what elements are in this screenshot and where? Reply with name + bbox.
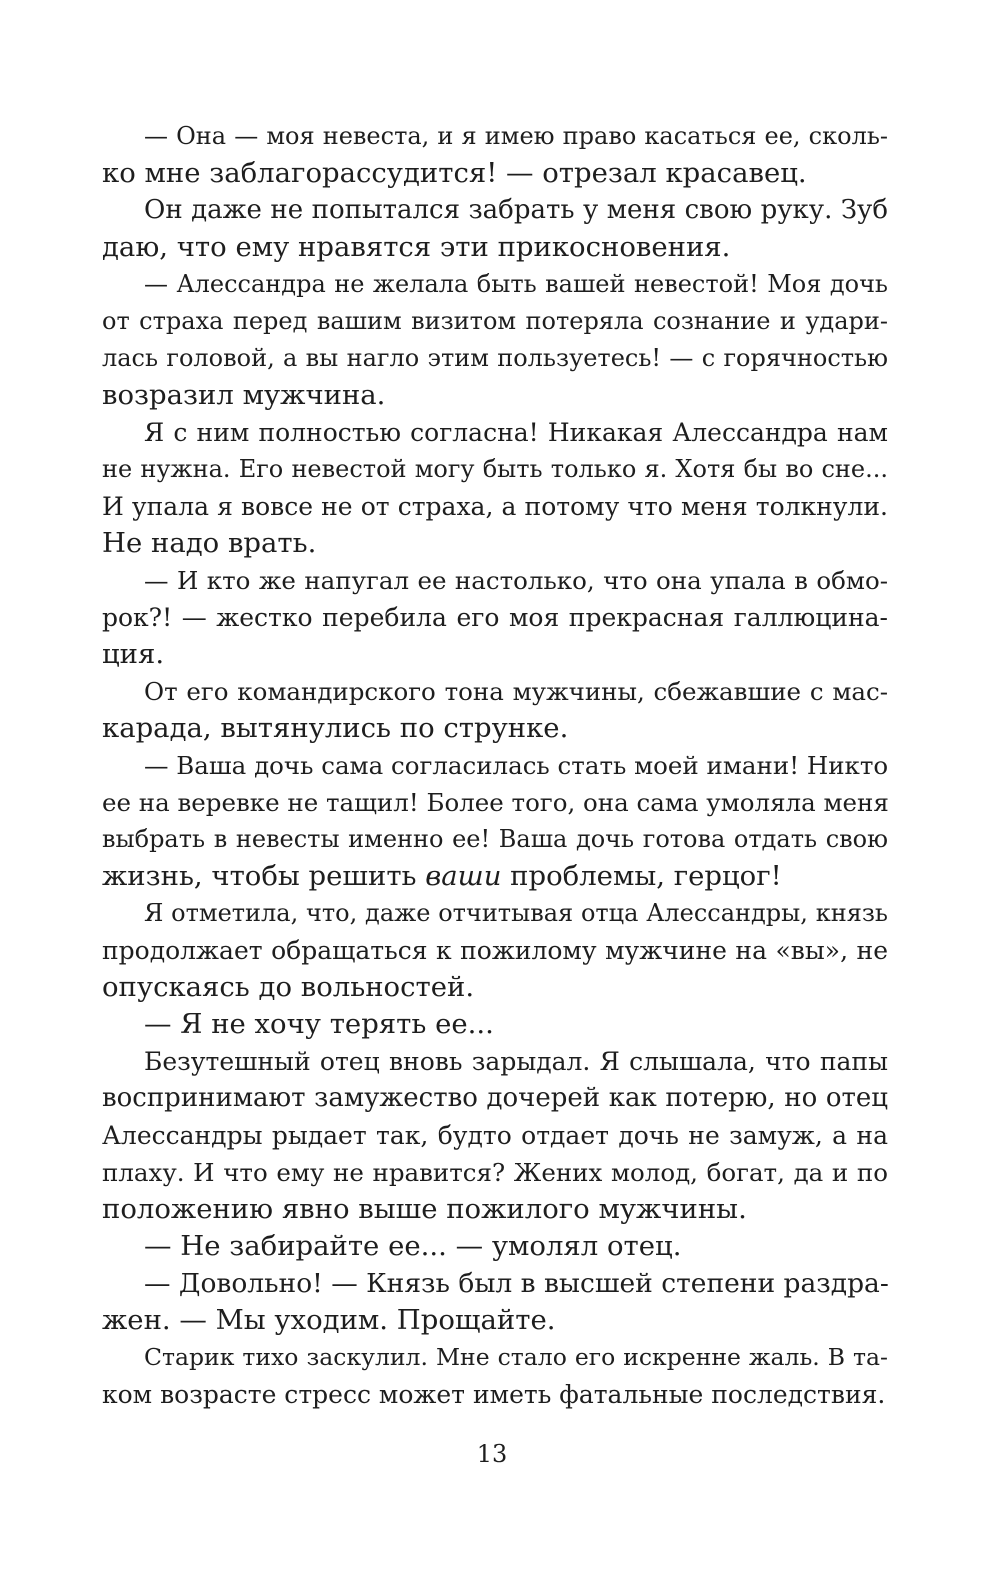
- text-line: Безутешный отец вновь зарыдал. Я слышала, что папы: [144, 1047, 888, 1076]
- text-line: — Ваша дочь сама согласилась стать моей имани! Никто: [144, 751, 889, 780]
- text-line: воспринимают замужество дочерей как потерю, но отец: [102, 1083, 888, 1113]
- text-line: Я отметила, что, даже отчитывая отца Алессандры, князь: [144, 899, 888, 927]
- body-text: [102, 118, 888, 1413]
- text-line: — И кто же напугал ее настолько, что она упала в обмо-: [144, 566, 888, 595]
- text-line: возразил мужчина.: [102, 379, 386, 411]
- text-line: Старик тихо заскулил. Мне стало его искренне жаль. В та-: [144, 1343, 888, 1371]
- text-line: жизнь, чтобы решить ваши проблемы, герцог!: [102, 860, 782, 892]
- text-line: ко мне заблагорассудится! — отрезал красавец.: [102, 157, 807, 189]
- text-line: не нужна. Его невестой могу быть только я. Хотя бы во сне...: [102, 455, 888, 483]
- text-line: опускаясь до вольностей.: [102, 971, 475, 1003]
- text-line: Он даже не попытался забрать у меня свою руку. Зуб: [144, 195, 888, 225]
- text-line: лась головой, а вы нагло этим пользуетесь! — с горячностью: [102, 344, 888, 372]
- text-line: жен. — Мы уходим. Прощайте.: [102, 1304, 556, 1336]
- text-line: — Она — моя невеста, и я имею право касаться ее, сколь-: [144, 122, 888, 150]
- text-line: И упала я вовсе не от страха, а потому что меня толкнули.: [102, 492, 888, 521]
- text-line: ция.: [102, 638, 165, 670]
- emphasis: ваши: [425, 860, 502, 892]
- text-line: — Я не хочу терять ее...: [144, 1008, 494, 1040]
- text-line: Я с ним полностью согласна! Никакая Алессандра нам: [144, 418, 888, 447]
- text-line: плаху. И что ему не нравится? Жених молод, богат, да и по: [102, 1158, 888, 1187]
- text-line: Не надо врать.: [102, 527, 317, 559]
- text-line: продолжает обращаться к пожилому мужчине на «вы», не: [102, 936, 888, 965]
- text-line: положению явно выше пожилого мужчины.: [102, 1193, 747, 1225]
- text-line: ее на веревке не тащил! Более того, она сама умоляла меня: [102, 788, 889, 817]
- text-line: — Довольно! — Князь был в высшей степени раздра-: [144, 1268, 889, 1299]
- text-line: — Алессандра не желала быть вашей невестой! Моя дочь: [144, 270, 888, 298]
- text-line: от страха перед вашим визитом потеряла сознание и удари-: [102, 307, 888, 335]
- text-line: ком возрасте стресс может иметь фатальные последствия.: [102, 1380, 886, 1409]
- page-number: 13: [476, 1440, 508, 1468]
- text-line: — Не забирайте ее... — умолял отец.: [144, 1230, 682, 1262]
- text-line: рок?! — жестко перебила его моя прекрасная галлюцина-: [102, 603, 888, 632]
- text-line: карада, вытянулись по струнке.: [102, 712, 569, 744]
- text-line: выбрать в невесты именно ее! Ваша дочь готова отдать свою: [102, 825, 888, 853]
- text-line: От его командирского тона мужчины, сбежавшие с мас-: [144, 677, 888, 706]
- text-line: Алессандры рыдает так, будто отдает дочь не замуж, а на: [102, 1121, 888, 1150]
- text-line: даю, что ему нравятся эти прикосновения.: [102, 231, 731, 263]
